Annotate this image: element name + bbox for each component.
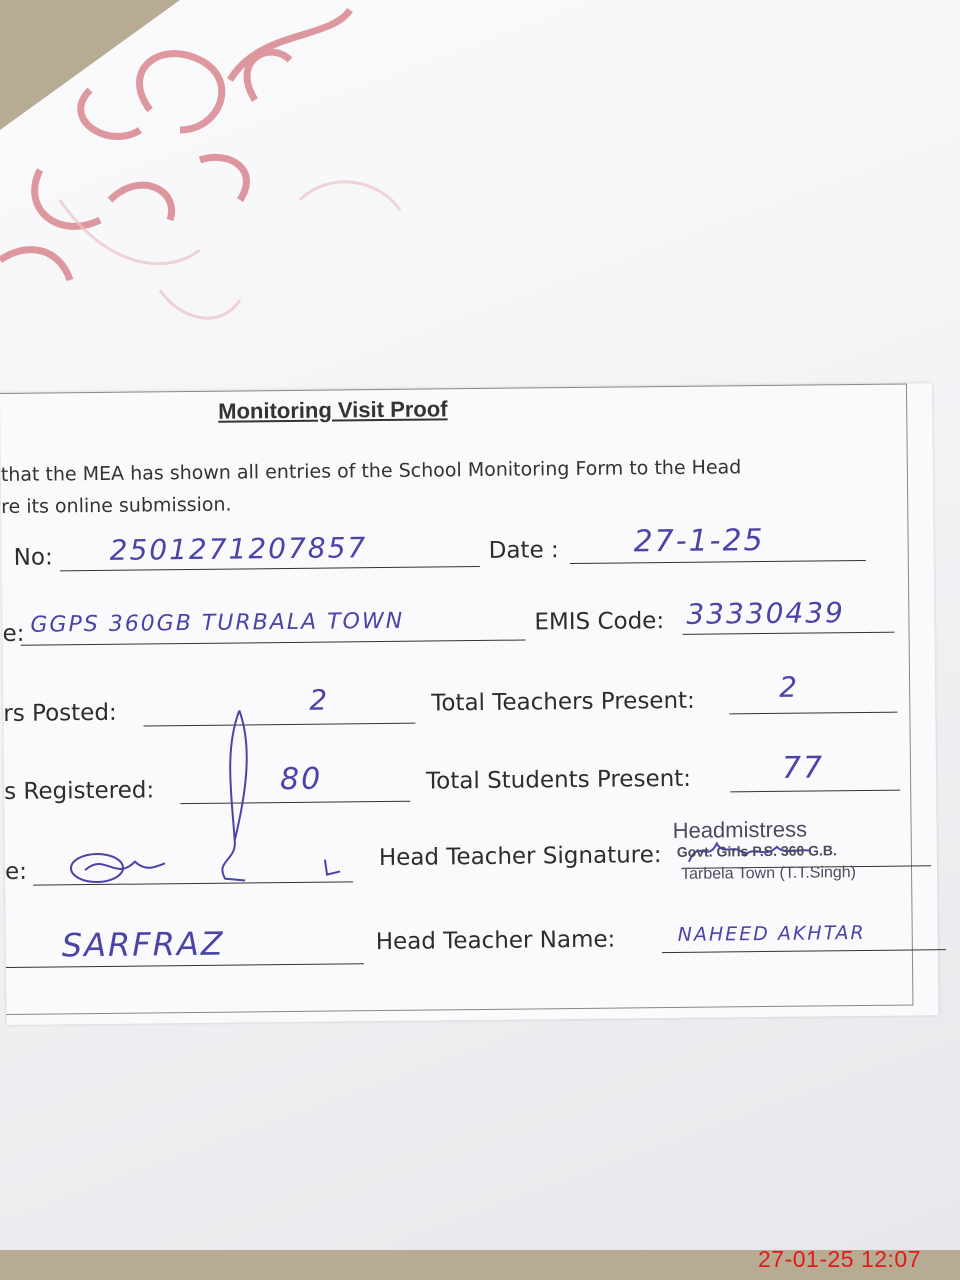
school-label: e: xyxy=(2,620,25,647)
mea-signature-label: e: xyxy=(4,858,28,885)
teachers-present-value: 2 xyxy=(778,670,800,704)
teachers-posted-value: 2 xyxy=(309,683,330,717)
camera-timestamp: 27-01-25 12:07 xyxy=(758,1246,922,1272)
head-teacher-name-value: NAHEED AKHTAR xyxy=(677,921,866,946)
emis-code-value: 33330439 xyxy=(686,596,846,631)
stamp-line-3: Tarbela Town (T.T.Singh) xyxy=(680,864,857,883)
head-teacher-name-label: Head Teacher Name: xyxy=(375,926,616,956)
teachers-present-label: Total Teachers Present: xyxy=(431,687,695,717)
statement-line-2: re its online submission. xyxy=(1,493,232,518)
stamp-line-2: Govt. Girls P.S. 360 G.B. xyxy=(676,842,837,860)
students-present-label: Total Students Present: xyxy=(425,765,692,795)
card-title: Monitoring Visit Proof xyxy=(218,396,448,424)
date-label: Date : xyxy=(488,537,559,564)
visit-no-label: No: xyxy=(13,544,53,571)
statement-line-1: that the MEA has shown all entries of the School Monitoring Form to the Head xyxy=(0,456,742,486)
mea-signature-scribble xyxy=(63,689,365,892)
decorative-floral-print xyxy=(0,0,960,400)
emis-code-label: EMIS Code: xyxy=(534,608,665,636)
mea-name-value: SARFRAZ xyxy=(61,924,225,965)
students-present-value: 77 xyxy=(781,750,825,786)
date-value: 27-1-25 xyxy=(633,523,765,560)
school-value: GGPS 360GB TURBALA TOWN xyxy=(30,608,405,638)
teachers-posted-label: rs Posted: xyxy=(3,699,117,727)
statement-text xyxy=(0,450,851,523)
students-registered-label: s Registered: xyxy=(4,777,155,805)
head-teacher-signature-label: Head Teacher Signature: xyxy=(378,842,662,872)
students-registered-value: 80 xyxy=(279,761,323,798)
visit-no-value: 2501271207857 xyxy=(109,531,368,567)
stamp-line-1: Headmistress xyxy=(672,816,808,843)
monitoring-visit-card xyxy=(0,383,939,1025)
